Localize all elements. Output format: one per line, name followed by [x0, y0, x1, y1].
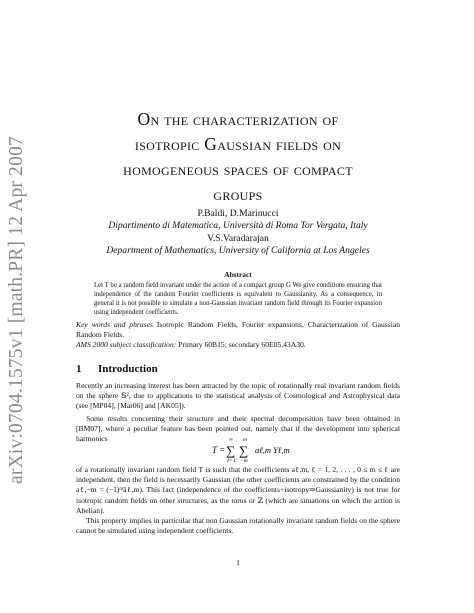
author-affiliation-1: Dipartimento di Matematica, Università di Roma Tor Vergata, Italy	[108, 220, 368, 232]
ams-classification	[76, 340, 400, 350]
intro-paragraph-4: This property implies in particular that non Gaussian rotationally invariant random fields on the sphere cannot be simulated using independent coefficients.	[76, 516, 400, 536]
ams-text: Primary 60B15; secondary 60E05,43A30.	[178, 340, 306, 349]
paper-title	[76, 107, 400, 207]
author-names-1: P.Baldi, D.Marinucci	[197, 208, 279, 219]
author-affiliation-2: Department of Mathematics, University of California at Los Angeles	[106, 245, 370, 257]
sum1-upper: ∞	[229, 437, 233, 443]
intro-paragraph-3: of a rotationally invariant random field T is such that the coefficients aℓ,m, ℓ = 1, 2, . . . , 0 ≤ m ≤ ℓ are independent, then the field is necessarily Gaussian (the other coefficients are constrained by the condition aℓ,−m = (−1)ᵐāℓ,m). This fact (independence of the coefficients+isotropy⇒Gaussianity) is not true for isotropic random fields on other structures, as the torus or ℤ (which are situations on which the action is Abelian).	[76, 465, 400, 515]
title-line: On the characterization of	[137, 109, 339, 129]
keywords-label: Key words and phrases	[76, 320, 153, 329]
abstract-text: Let T be a random field invariant under the action of a compact group G We give conditions ensuring that independence of the random Fourier coefficients is equivalent to Gaussianity. As a consequence, in general it is not possible to simulate a non-Gaussian invariant random field through its Fourier expansion using independent coefficients.	[94, 282, 382, 316]
intro-paragraph-2: Some results concerning their structure and their spectral decomposition have been obtained in [BM07], where a peculiar feature has been pointed out, namely that if the development into spherical harmonics	[76, 414, 400, 444]
title-line: groups	[213, 184, 263, 204]
arxiv-identifier-text: arXiv:0704.1575v1 [math.PR] 12 Apr 2007	[5, 136, 27, 484]
author-block	[76, 208, 400, 258]
arxiv-identifier-stamp	[2, 136, 31, 484]
sum1-symbol: ∑	[226, 443, 236, 458]
abstract-heading: Abstract	[224, 270, 252, 279]
equation-lhs: T =	[212, 445, 226, 455]
title-line: homogeneous spaces of compact	[123, 159, 353, 179]
title-line: isotropic Gaussian fields on	[134, 134, 342, 154]
equation-graphic	[76, 437, 400, 463]
sum2-symbol: ∑	[239, 443, 249, 458]
sum1-lower: ℓ=1	[227, 458, 236, 464]
author-names-2: V.S.Varadarajan	[207, 232, 269, 244]
sum2-upper: m	[243, 437, 247, 443]
spherical-harmonics-equation	[76, 437, 400, 463]
sum2-lower: −m	[240, 458, 248, 464]
ams-label: AMS 2000 subject classification:	[76, 340, 177, 349]
section-number: 1	[76, 363, 82, 375]
keywords-text: Isotropic Random Fields, Fourier expansions, Characterization of Gaussian Random Fields.	[76, 320, 400, 339]
keywords-line	[76, 320, 400, 340]
section-title: Introduction	[98, 363, 158, 375]
intro-paragraph-1: Recently an increasing interest has been attracted by the topic of rotationally real invariant random fields on the sphere 𝕊², due to applications to the statistical analysis of Cosmological and Astrophysical data (see [MP04], [Mar06] and [AK05]).	[76, 381, 400, 411]
section-heading	[76, 363, 400, 375]
equation-term: aℓ,m Yℓ,m	[255, 445, 290, 455]
page-number: 1	[236, 558, 240, 567]
